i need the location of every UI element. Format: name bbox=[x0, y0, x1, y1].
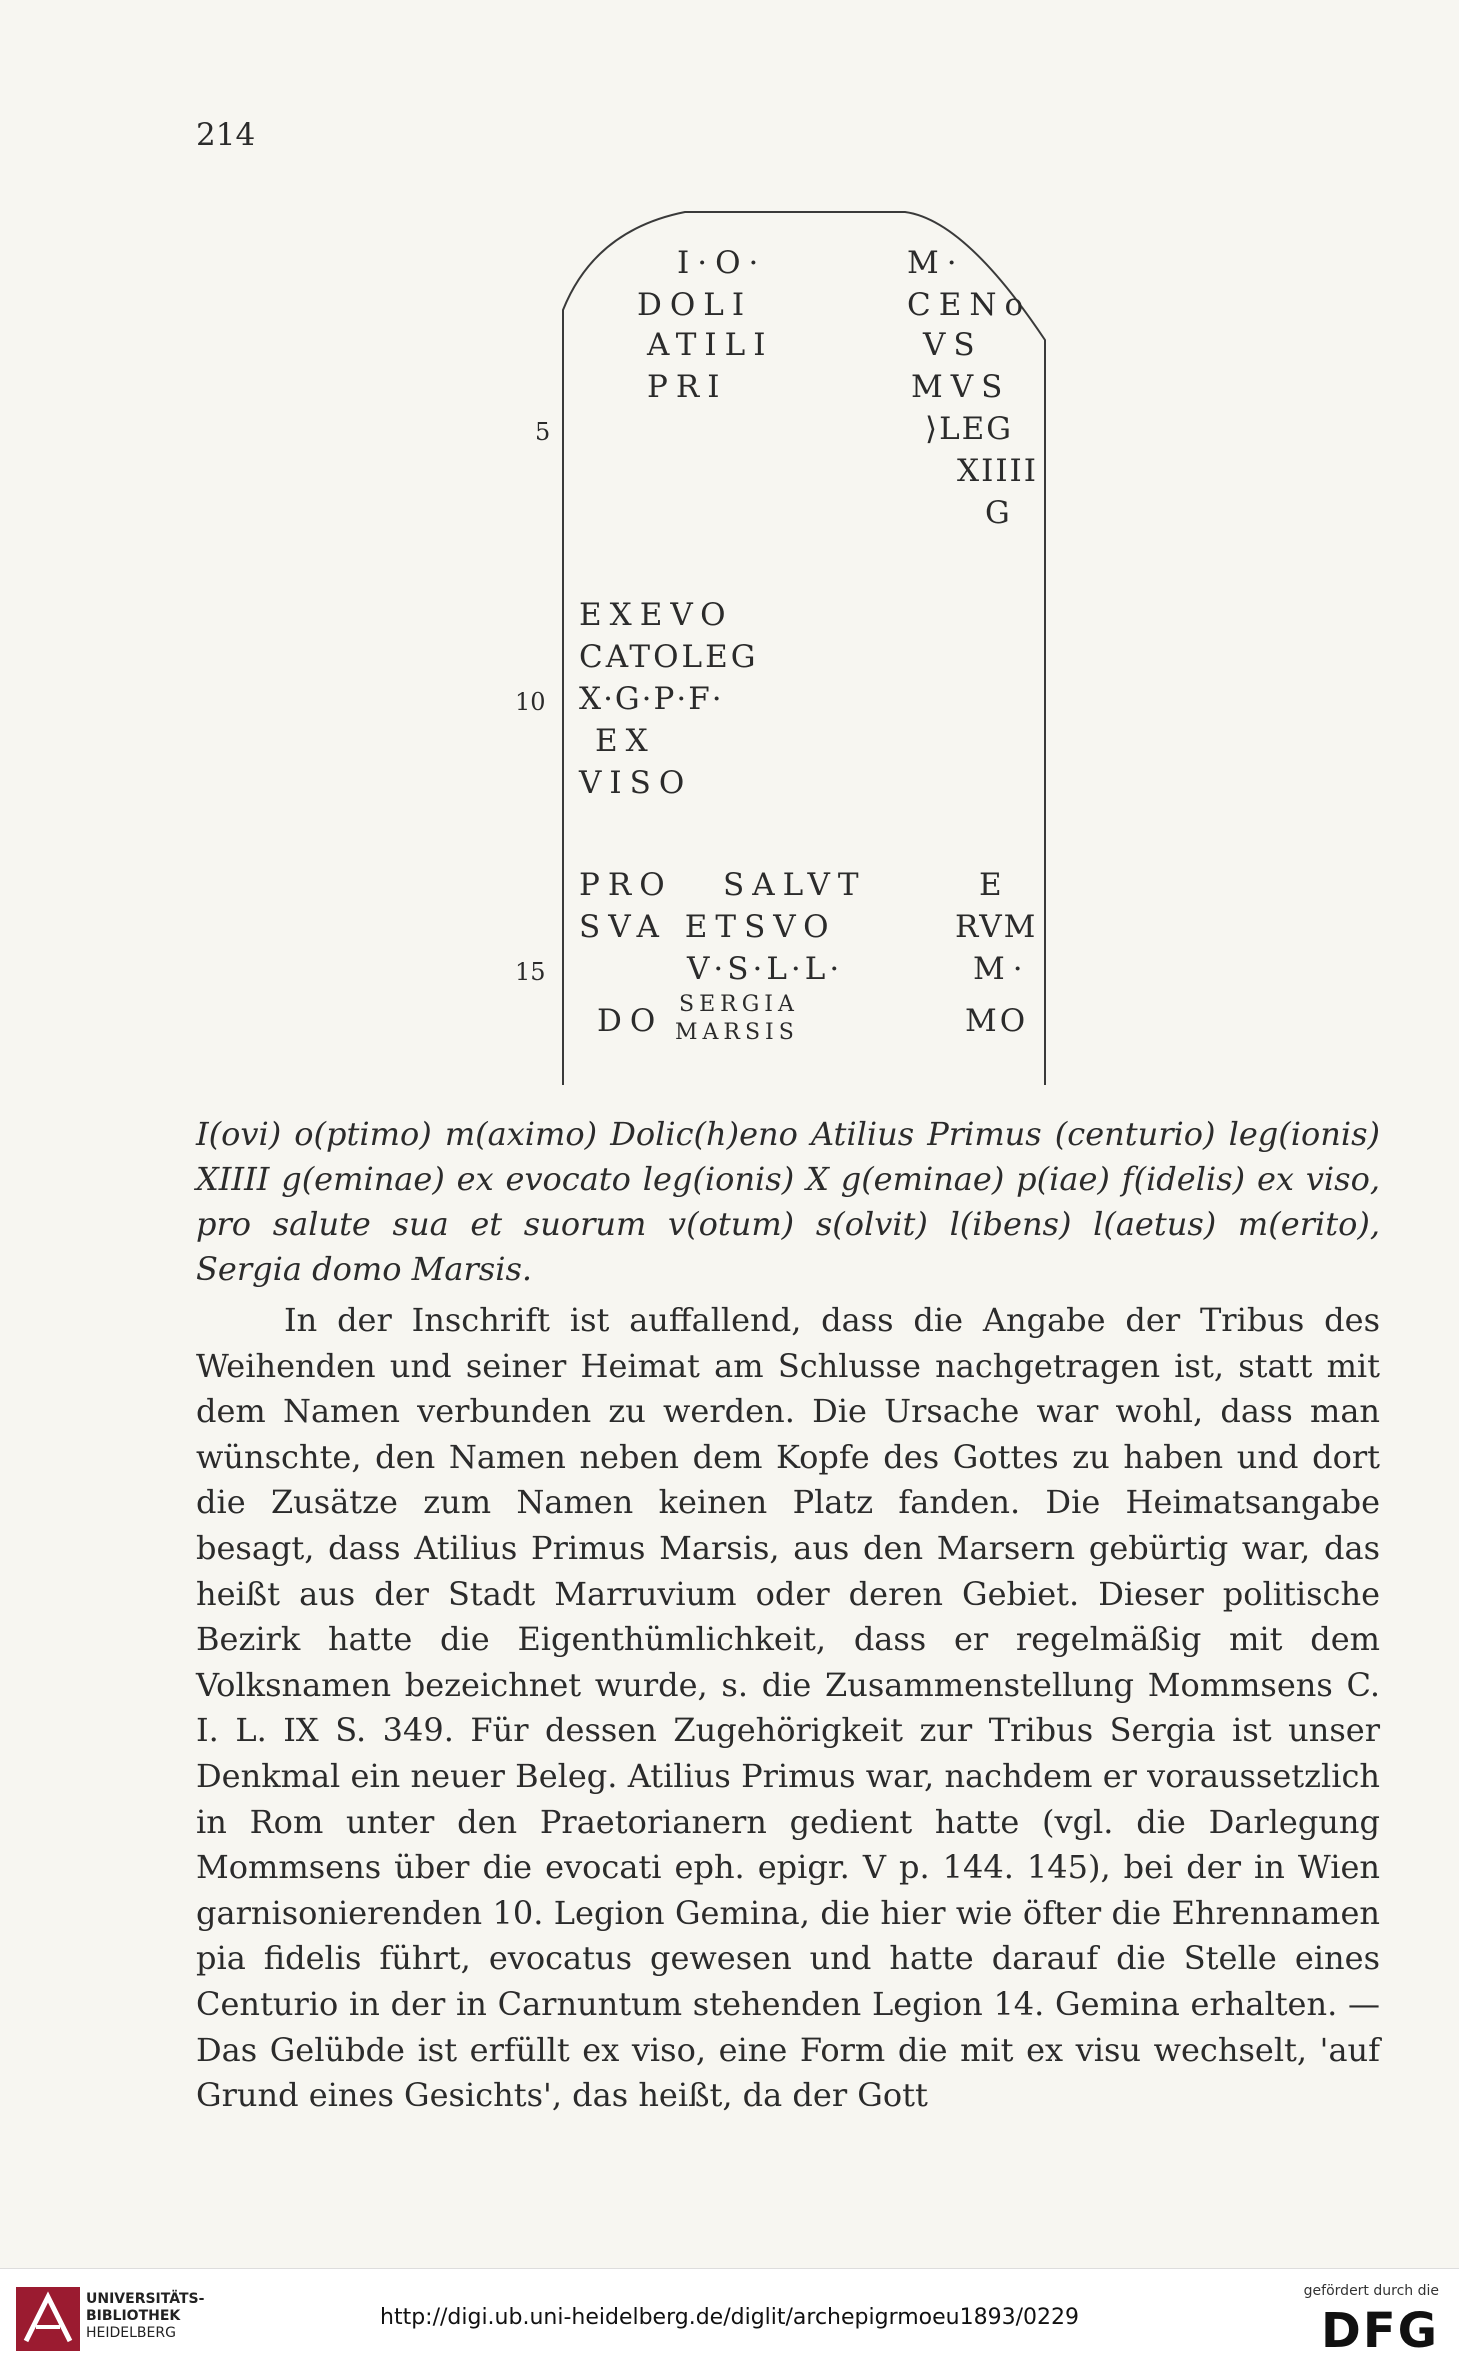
insc-pro: PRO bbox=[579, 867, 673, 903]
insc-left-3: ATILI bbox=[647, 327, 774, 363]
insc-sergia: SERGIA bbox=[679, 992, 799, 1017]
insc-rvm: RVM bbox=[955, 909, 1038, 945]
insc-mid-1: EXEVO bbox=[579, 597, 734, 633]
insc-m: M· bbox=[973, 951, 1031, 987]
insc-mid-2: CATOLEG bbox=[579, 639, 759, 675]
paragraph-text: In der Inschrift ist auffallend, dass die Angabe der Tribus des Weihenden und seiner Heimat am Schlusse nachgetragen ist, statt mit dem Namen verbunden zu werden. Die Ursache war wohl, dass man wünschte, den Namen neben dem Kopfe des Gottes zu haben und dort die Zusätze zum Namen keinen Platz fanden. Die Heimatsangabe besagt, dass Atilius Primus Marsis, aus den Marsern gebürtig war, das heißt aus der Stadt Marruvium oder deren Gebiet. Dieser politische Bezirk hatte die Eigenthümlichkeit, dass er regelmäßig mit dem Volksnamen bezeichnet wurde, s. die Zusammenstellung Mommsens C. I. L. IX S. 349. Für dessen Zugehörigkeit zur Tribus Sergia ist unser Denkmal ein neuer Beleg. Atilius Primus war, nachdem er voraussetzlich in Rom unter den Praetorianern gedient hatte (vgl. die Darlegung Mommsens über die evocati eph. epigr. V p. 144. 145), bei der in Wien garnisonierenden 10. Legion Gemina, die hier wie öfter die Ehrennamen pia fidelis führt, evocatus gewesen und hatte darauf die Stelle eines Centurio in der in Carnuntum stehenden Legion 14. Gemina erhalten. — Das Gelübde ist erfüllt ex viso, eine Form die mit ex visu wechselt, 'auf Grund eines Gesichts', das heißt, da der Gott bbox=[196, 1301, 1380, 2115]
footer bbox=[0, 2268, 1459, 2372]
line-number-10: 10 bbox=[515, 688, 546, 716]
insc-mid-4: EX bbox=[595, 723, 656, 759]
insc-right-3: VS bbox=[923, 327, 983, 363]
insc-left-2: DOLI bbox=[637, 287, 753, 323]
source-url-link[interactable]: http://digi.ub.uni-heidelberg.de/diglit/archepigrmoeu1893/0229 bbox=[380, 2305, 1079, 2330]
insc-right-7: G bbox=[985, 495, 1018, 531]
insc-right-2: CENo bbox=[907, 287, 1032, 323]
insc-e: E bbox=[979, 867, 1010, 903]
page-number: 214 bbox=[196, 117, 256, 153]
insc-mo: MO bbox=[965, 1003, 1029, 1039]
insc-right-4: MVS bbox=[911, 369, 1011, 405]
insc-right-1: M· bbox=[907, 245, 965, 281]
library-name-line3: HEIDELBERG bbox=[86, 2325, 176, 2341]
insc-vsll: V·S·L·L· bbox=[687, 951, 844, 987]
insc-left-4: PRI bbox=[647, 369, 728, 405]
insc-left-1: I·O· bbox=[677, 245, 767, 281]
insc-right-6: XIIII bbox=[957, 453, 1039, 489]
insc-sva: SVA ETSVO bbox=[579, 909, 837, 945]
insc-mid-3: X·G·P·F· bbox=[579, 681, 724, 717]
library-name-line1: UNIVERSITÄTS- bbox=[86, 2291, 205, 2307]
funded-by-label: gefördert durch die bbox=[1303, 2283, 1439, 2299]
transliteration-text: I(ovi) o(ptimo) m(aximo) Dolic(h)eno Atilius Primus (centurio) leg(ionis) XIIII g(eminae) ex evocato leg(ionis) X g(eminae) p(iae) f(idelis) ex viso, pro salute sua et suorum v(otum) s(olvit) l(ibens) l(aetus) m(erito), Sergia domo Marsis. bbox=[196, 1115, 1380, 1288]
insc-do: DO bbox=[597, 1003, 664, 1039]
insc-salvt: SALVT bbox=[723, 867, 867, 903]
dfg-logo: DFG bbox=[1320, 2303, 1439, 2359]
insc-mid-5: VISO bbox=[579, 765, 693, 801]
insc-marsis: MARSIS bbox=[675, 1020, 799, 1045]
line-number-5: 5 bbox=[535, 418, 551, 446]
body-paragraph bbox=[196, 1298, 1380, 2119]
insc-right-5: ⟩LEG bbox=[925, 411, 1014, 447]
library-name-line2: BIBLIOTHEK bbox=[86, 2308, 181, 2324]
line-number-15: 15 bbox=[515, 958, 546, 986]
transliteration bbox=[196, 1112, 1380, 1292]
inscription-drawing bbox=[515, 200, 1055, 1085]
